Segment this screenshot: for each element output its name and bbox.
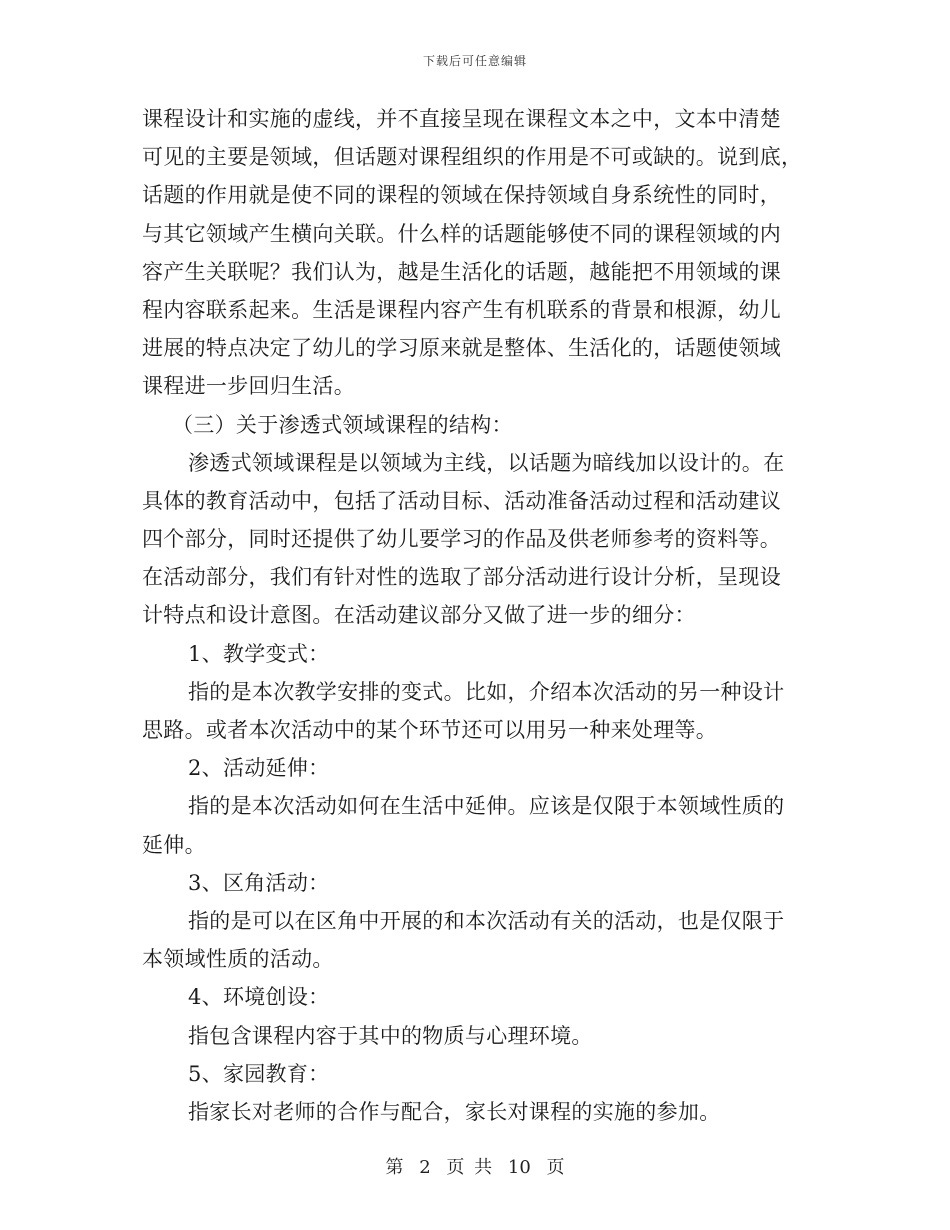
section-heading: （三）关于渗透式领域课程的结构： <box>172 412 513 437</box>
body-line: 话题的作用就是使不同的课程的领域在保持领域自身系统性的同时， <box>142 183 781 208</box>
body-line: 可见的主要是领域，但话题对课程组织的作用是不可或缺的。说到底， <box>142 145 803 170</box>
list-item-heading: 2、活动延伸： <box>188 756 330 781</box>
body-line: 延伸。 <box>142 832 206 857</box>
list-item-heading: 3、区角活动： <box>188 870 330 895</box>
body-line: 课程进一步回归生活。 <box>142 374 355 399</box>
body-line: 程内容联系起来。生活是课程内容产生有机联系的背景和根源，幼儿 <box>142 297 781 322</box>
body-line: 进展的特点决定了幼儿的学习原来就是整体、生活化的，话题使领域 <box>142 336 781 361</box>
body-line: 课程设计和实施的虚线，并不直接呈现在课程文本之中，文本中清楚 <box>142 107 781 131</box>
body-line: 指家长对老师的合作与配合，家长对课程的实施的参加。 <box>188 1099 721 1124</box>
body-line: 指的是本次活动如何在生活中延伸。应该是仅限于本领域性质的 <box>188 794 785 819</box>
total-page-count: 10 <box>507 1157 531 1178</box>
body-line: 四个部分，同时还提供了幼儿要学习的作品及供老师参考的资料等。 <box>142 527 781 552</box>
footer-suffix: 页 <box>546 1157 565 1178</box>
body-line: 在活动部分，我们有针对性的选取了部分活动进行设计分析，呈现设 <box>142 565 781 590</box>
footer-middle: 页 共 <box>446 1157 493 1178</box>
footer-prefix: 第 <box>385 1157 404 1178</box>
body-line: 计特点和设计意图。在活动建议部分又做了进一步的细分： <box>142 603 696 628</box>
page-number-footer <box>0 1153 950 1179</box>
body-line: 渗透式领域课程是以领域为主线，以话题为暗线加以设计的。在 <box>188 450 785 475</box>
body-line: 指包含课程内容于其中的物质与心理环境。 <box>188 1023 593 1048</box>
body-line: 指的是可以在区角中开展的和本次活动有关的活动，也是仅限于 <box>188 908 785 933</box>
body-line: 思路。或者本次活动中的某个环节还可以用另一种来处理等。 <box>142 718 718 742</box>
list-item-heading: 1、教学变式： <box>188 641 330 666</box>
list-item-heading: 5、家园教育： <box>188 1061 330 1086</box>
body-line: 指的是本次教学安排的变式。比如，介绍本次活动的另一种设计 <box>188 679 785 704</box>
list-item-heading: 4、环境创设： <box>188 985 330 1010</box>
body-line: 容产生关联呢？我们认为，越是生活化的话题，越能把不用领域的课 <box>142 259 781 284</box>
body-line: 与其它领域产生横向关联。什么样的话题能够使不同的课程领域的内 <box>142 221 781 246</box>
document-body <box>142 100 814 1131</box>
body-line: 具体的教育活动中，包括了活动目标、活动准备活动过程和活动建议 <box>142 488 781 513</box>
current-page-number: 2 <box>419 1157 431 1178</box>
page-header-note: 下载后可任意编辑 <box>422 54 527 68</box>
body-line: 本领域性质的活动。 <box>142 947 334 972</box>
